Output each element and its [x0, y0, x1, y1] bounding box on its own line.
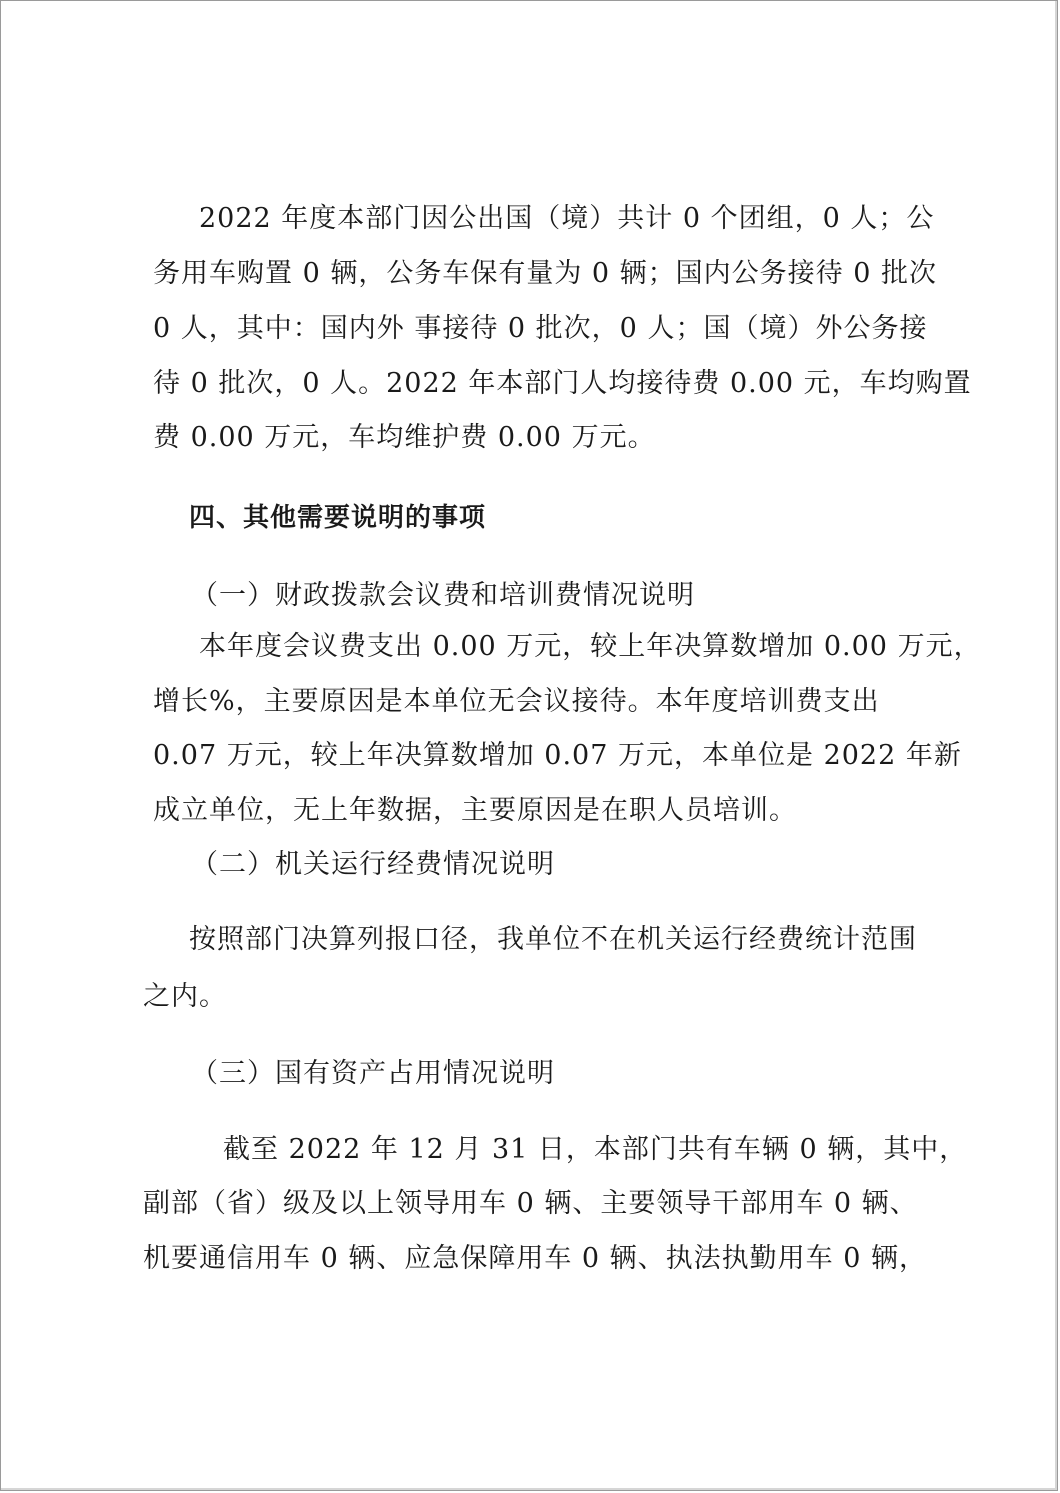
paragraph-line: 截至 2022 年 12 月 31 日，本部门共有车辆 0 辆，其中，: [223, 1134, 968, 1165]
subsection-heading: （一）财政拨款会议费和培训费情况说明: [191, 580, 695, 611]
paragraph-line: 0 人，其中：国内外 事接待 0 批次，0 人；国（境）外公务接: [153, 313, 928, 344]
paragraph-line: 按照部门决算列报口径，我单位不在机关运行经费统计范围: [189, 924, 917, 955]
paragraph-line: 2022 年度本部门因公出国（境）共计 0 个团组，0 人；公: [199, 203, 935, 234]
paragraph-line: 增长%，主要原因是本单位无会议接待。本年度培训费支出: [153, 686, 880, 717]
paragraph-line: 机要通信用车 0 辆、应急保障用车 0 辆、执法执勤用车 0 辆，: [143, 1243, 928, 1274]
paragraph-line: 本年度会议费支出 0.00 万元，较上年决算数增加 0.00 万元，: [199, 631, 982, 662]
paragraph-line: 副部（省）级及以上领导用车 0 辆、主要领导干部用车 0 辆、: [143, 1188, 918, 1219]
paragraph-line: 待 0 批次，0 人。2022 年本部门人均接待费 0.00 元，车均购置: [153, 368, 972, 399]
paragraph-line: 费 0.00 万元，车均维护费 0.00 万元。: [153, 422, 656, 453]
subsection-heading: （二）机关运行经费情况说明: [191, 849, 555, 880]
section-heading: 四、其他需要说明的事项: [189, 503, 487, 533]
paragraph-line: 0.07 万元，较上年决算数增加 0.07 万元，本单位是 2022 年新: [153, 740, 962, 771]
paragraph-line: 成立单位，无上年数据，主要原因是在职人员培训。: [153, 795, 797, 826]
paragraph-line: 之内。: [143, 981, 227, 1012]
subsection-heading: （三）国有资产占用情况说明: [191, 1058, 555, 1089]
paragraph-line: 务用车购置 0 辆，公务车保有量为 0 辆；国内公务接待 0 批次: [153, 258, 938, 289]
